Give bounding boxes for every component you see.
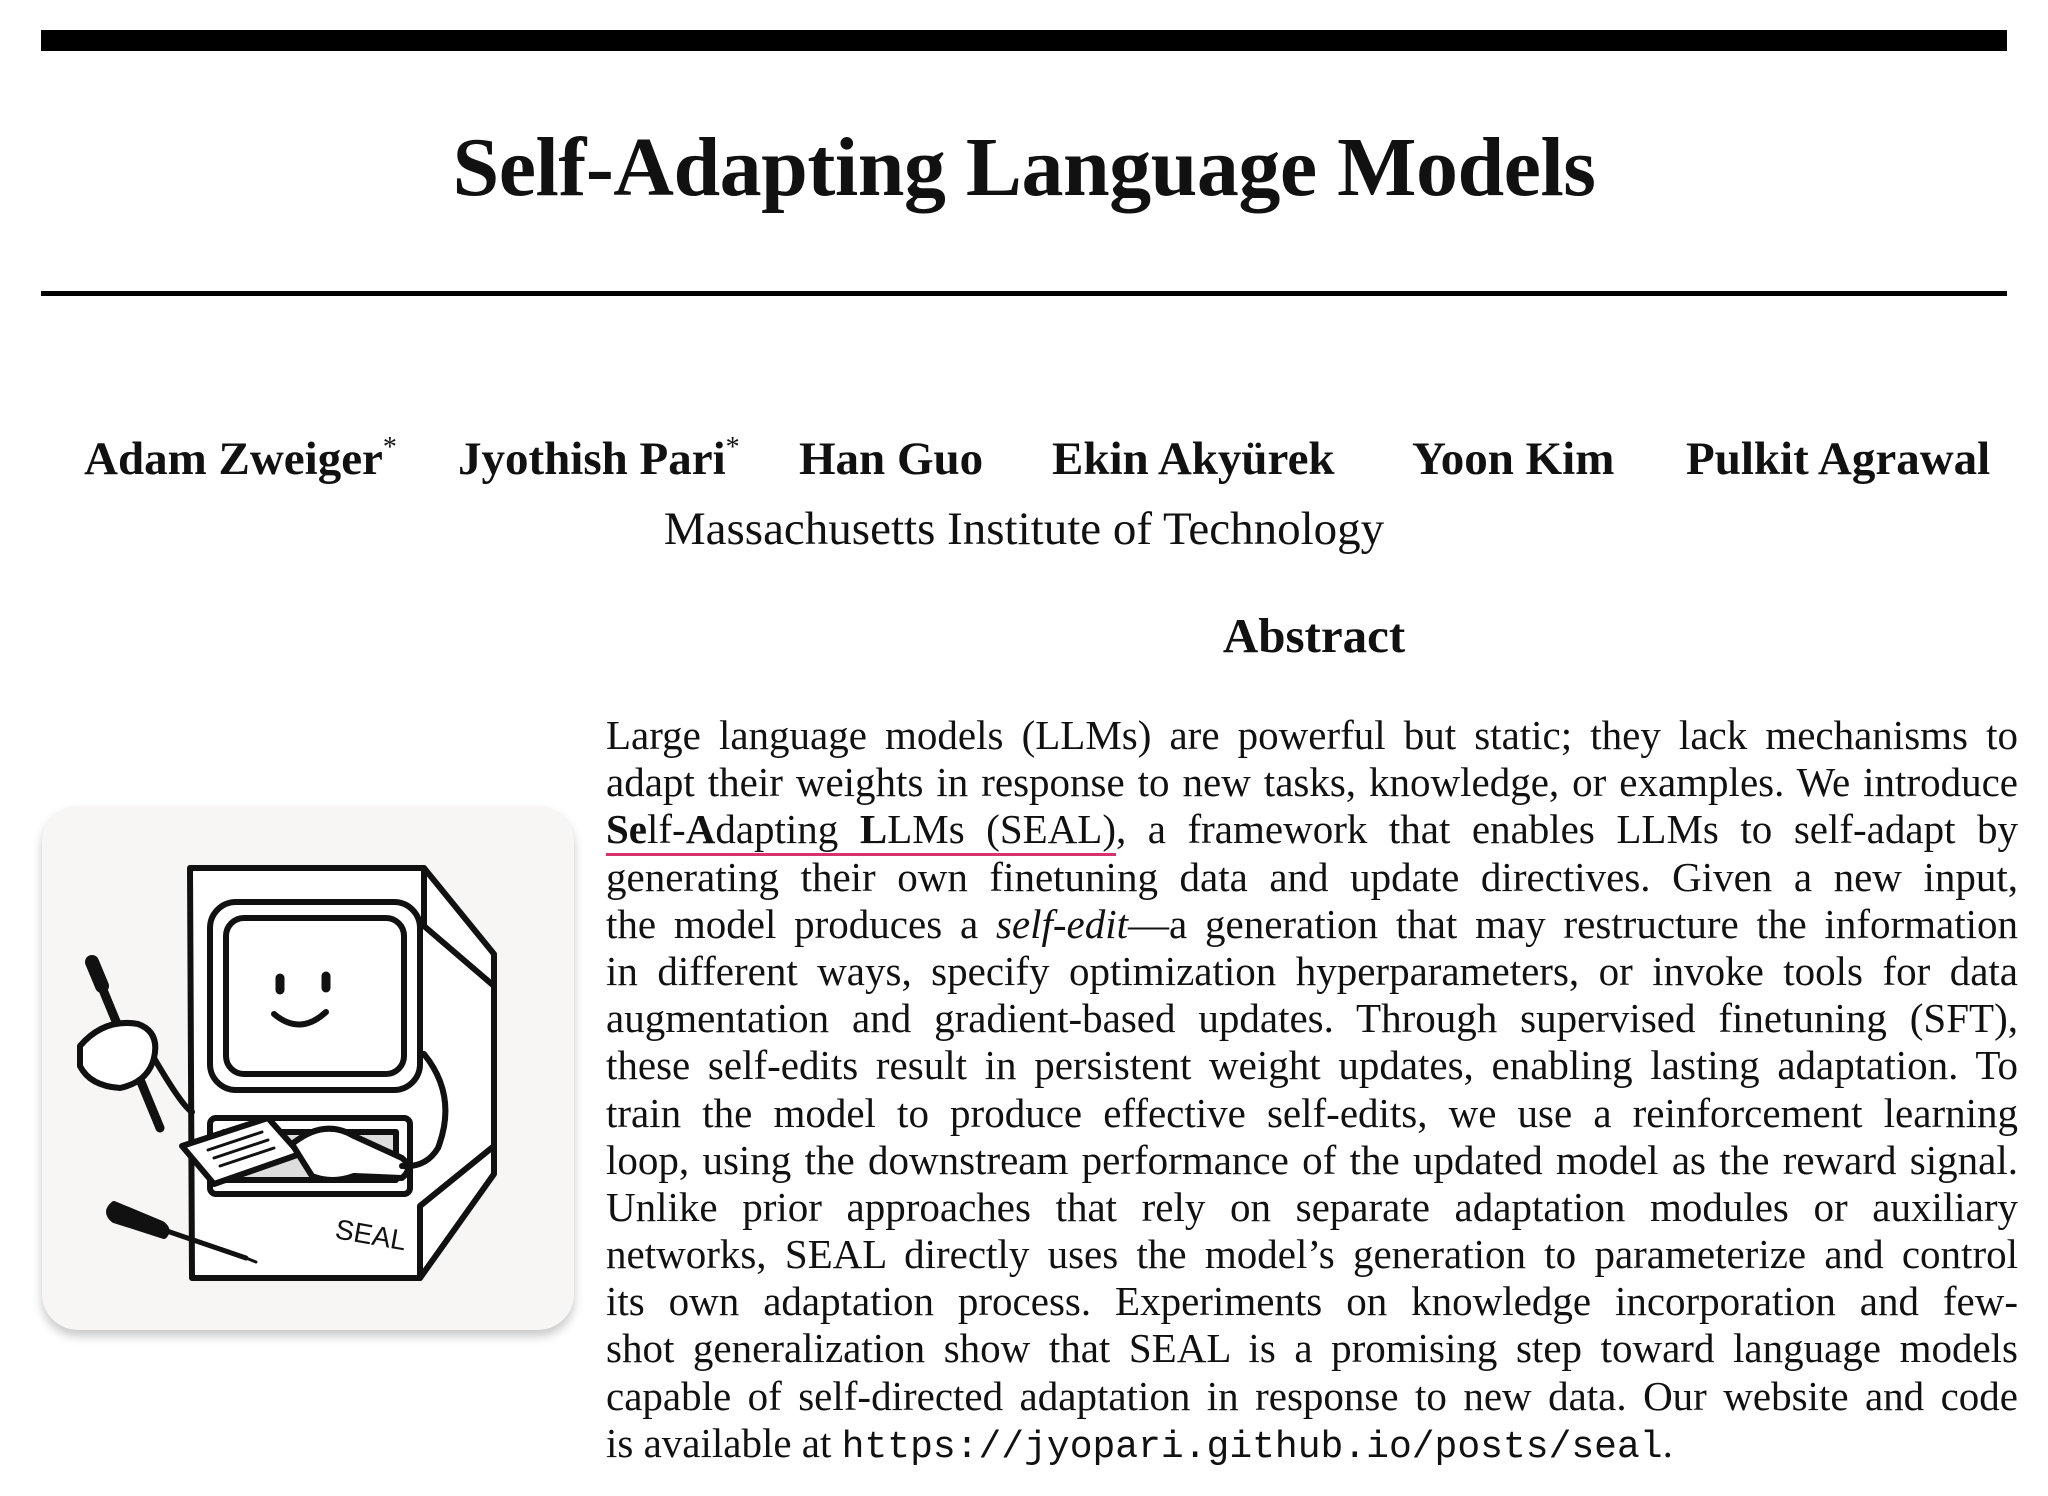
abstract-text-part: Se <box>606 806 647 856</box>
author: Jyothish Pari* <box>458 432 740 485</box>
abstract-text-part: . <box>1662 1419 1673 1466</box>
abstract-heading: Abstract <box>1222 608 1406 663</box>
abstract-line: its own adaptation process. Experiments on knowledge incorporation and few- <box>606 1278 2018 1325</box>
abstract-text-part: is available at <box>606 1419 842 1466</box>
abstract-text-part: dapting <box>715 806 860 856</box>
abstract-text-part: —a generation that may restructure the information <box>1128 900 2018 947</box>
abstract-text-part: self-edit <box>995 900 1129 947</box>
abstract-line: in different ways, specify optimization hyperparameters, or invoke tools for data <box>606 947 2018 994</box>
abstract-line: loop, using the downstream performance of the updated model as the reward signal. <box>606 1136 2018 1183</box>
title-rule <box>41 291 2007 296</box>
abstract-text-part: lf- <box>647 806 686 856</box>
abstract-line: train the model to produce effective self-edits, we use a reinforcement learning <box>606 1089 2018 1136</box>
abstract-text-part: LMs (SEAL) <box>887 806 1116 856</box>
abstract-line: adapt their weights in response to new tasks, knowledge, or examples. We introduce <box>606 759 2018 806</box>
author-list <box>0 429 2048 489</box>
abstract-line <box>606 806 2018 853</box>
abstract-text-part: L <box>860 806 887 856</box>
smiling-computer-icon <box>42 806 574 1330</box>
paper-title: Self-Adapting Language Models <box>452 121 1596 214</box>
affiliation: Massachusetts Institute of Technology <box>663 503 1385 555</box>
author: Pulkit Agrawal <box>1686 433 1991 485</box>
abstract-text-part: A <box>686 806 716 856</box>
abstract-line: shot generalization show that SEAL is a promising step toward language models <box>606 1325 2018 1372</box>
abstract-line: these self-edits result in persistent weight updates, enabling lasting adaptation. To <box>606 1042 2018 1089</box>
illustration-label: SEAL <box>332 1213 409 1257</box>
abstract-line: Large language models (LLMs) are powerful but static; they lack mechanisms to <box>606 712 2018 758</box>
website-link[interactable]: https://jyopari.github.io/posts/seal <box>841 1425 1663 1469</box>
abstract-text-part: , a framework that enables LLMs to self-adapt by <box>1115 806 2018 853</box>
seal-illustration <box>42 806 574 1330</box>
abstract-line: augmentation and gradient-based updates. Through supervised finetuning (SFT), <box>606 995 2018 1042</box>
abstract-line <box>606 1420 2018 1467</box>
abstract-body <box>606 712 2018 1467</box>
abstract-line: capable of self-directed adaptation in response to new data. Our website and code <box>606 1372 2018 1419</box>
abstract-line <box>606 901 2018 948</box>
abstract-line: Unlike prior approaches that rely on separate adaptation modules or auxiliary <box>606 1183 2018 1230</box>
top-rule <box>41 30 2007 51</box>
author: Adam Zweiger* <box>84 432 397 485</box>
author: Yoon Kim <box>1412 433 1615 485</box>
author: Ekin Akyürek <box>1052 433 1335 485</box>
abstract-line: generating their own finetuning data and update directives. Given a new input, <box>606 853 2018 900</box>
abstract-text-part: the model produces a <box>606 900 996 947</box>
abstract-line: networks, SEAL directly uses the model’s generation to parameterize and control <box>606 1231 2018 1278</box>
author: Han Guo <box>799 433 984 485</box>
